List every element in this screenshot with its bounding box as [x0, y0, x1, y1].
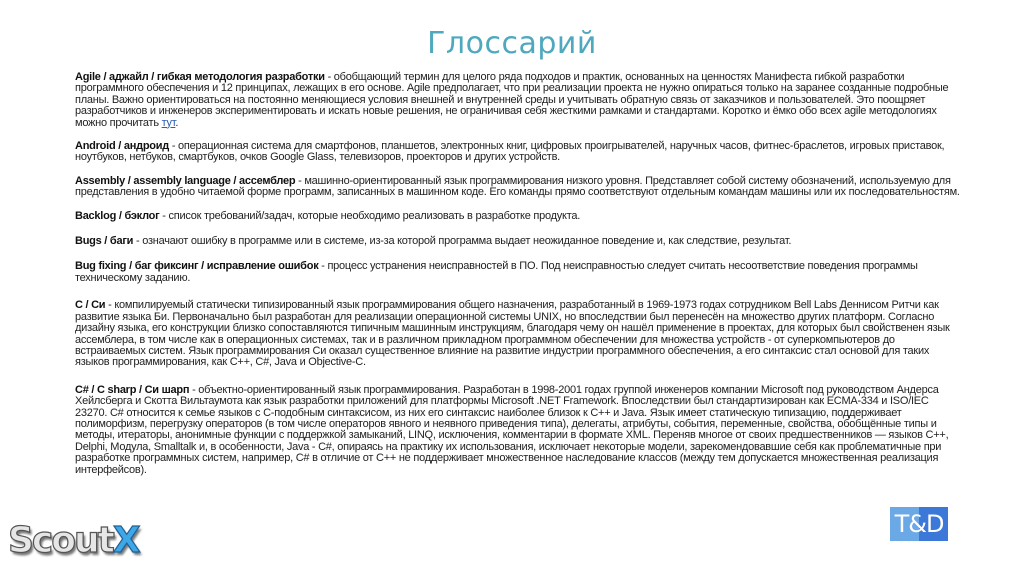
entry-text: - машинно-ориентированный язык программирования низкого уровня. Представляет собой систему обозначений, используемую для представления в удобно читаемой форме программ, записанных в машинном коде. Его команды прямо соответствуют отдельным командам машины или их последовательностям. [75, 174, 960, 199]
entry-term: Assembly / assembly language / ассемблер [75, 174, 296, 187]
glossary-entry-backlog [75, 211, 960, 222]
glossary-body [75, 72, 960, 488]
scoutx-logo-main: Scout [8, 520, 113, 561]
entry-term: Agile / аджайл / гибкая методология разработки [75, 71, 325, 83]
entry-text: - список требований/задач, которые необходимо реализовать в разработке продукта. [159, 209, 581, 222]
entry-text: - означают ошибку в программе или в системе, из-за которой программа выдает неожиданное поведение и, как следствие, результат. [133, 235, 792, 248]
glossary-entry-android [75, 141, 960, 164]
glossary-entry-assembly [75, 176, 960, 199]
td-logo: T&D [890, 507, 948, 541]
glossary-entry-bugs [75, 236, 960, 247]
entry-text: - операционная система для смартфонов, планшетов, электронных книг, цифровых проигрывателей, наручных часов, фитнес-браслетов, игровых приставок, ноутбуков, нетбуков, смартбуков, очков Google Glass, телевизоров, проекторов и других устройств. [75, 140, 945, 164]
entry-term: Bug fixing / баг фиксинг / исправление ошибок [75, 260, 319, 273]
entry-term: C / Си [75, 299, 106, 312]
glossary-entry-agile [75, 72, 960, 129]
glossary-entry-csharp [75, 385, 960, 476]
entry-term: C# / C sharp / Си шарп [75, 383, 190, 396]
scoutx-logo [8, 520, 139, 561]
glossary-entry-c [75, 300, 960, 368]
entry-text-end: . [175, 116, 179, 129]
scoutx-logo-x: X [112, 520, 139, 561]
entry-text: - компилируемый статически типизированный язык программирования общего назначения, разработанный в 1969-1973 годах сотрудником Bell Labs Деннисом Ритчи как развитие языка Би. Первоначально был разработан для реализации операционной системы UNIX, но впоследствии был перенесён на множество других платформ. Согласно дизайну языка, его конструкции близко сопоставляются типичным машинным инструкциям, благодаря чему он нашёл применение в проектах, для которых был свойственен язык ассемблера, в том числе как в операционных системах, так и в различном прикладном программном обеспечении для множества устройств - от суперкомпьютеров до встраиваемых систем. Язык программирования Си оказал существенное влияние на развитие индустрии программного обеспечения, а его синтаксис стал основой для таких языков программирования, как C++, C#, Java и Objective-C. [75, 299, 950, 369]
entry-text: - объектно-ориентированный язык программирования. Разработан в 1998-2001 годах группой инженеров компании Microsoft под руководством Андерса Хейлсберга и Скотта Вильтаумота как язык разработки приложений для платформы Microsoft .NET Framework. Впоследствии был стандартизирован как ECMA-334 и ISO/IEC 23270. C# относится к семье языков с C-подобным синтаксисом, из них его синтаксис наиболее близок к C++ и Java. Язык имеет статическую типизацию, поддерживает полиморфизм, перегрузку операторов (в том числе операторов явного и неявного приведения типа), делегаты, атрибуты, события, переменные, свойства, обобщённые типы и методы, итераторы, анонимные функции с поддержкой замыканий, LINQ, исключения, комментарии в формате XML. Переняв многое от своих предшественников — языков C++, Delphi, Модула, Smalltalk и, в особенности, Java - C#, опираясь на практику их использования, исключает некоторые модели, зарекомендовавшие себя как проблематичные при разработке программных систем, например, C# в отличие от C++ не поддерживает множественное наследование классов (между тем допускается множественная реализация интерфейсов). [75, 383, 949, 476]
entry-term: Android / андроид [75, 140, 170, 153]
agile-link[interactable]: тут [161, 116, 176, 129]
entry-term: Backlog / бэклог [75, 209, 160, 222]
page-title: Глоссарий [427, 26, 597, 61]
glossary-entry-bug-fixing [75, 261, 960, 284]
entry-text: - процесс устранения неисправностей в ПО. Под неисправностью следует считать несоответствие поведения программы техническому заданию. [75, 260, 918, 284]
entry-term: Bugs / баги [75, 235, 134, 248]
entry-text: - обобщающий термин для целого ряда подходов и практик, основанных на ценностях Манифеста гибкой разработки программного обеспечения и 12 принципах, лежащих в его основе. Agile предполагает, что при реализации проекта не нужно опираться только на заранее созданные подробные планы. Важно ориентироваться на постоянно меняющиеся условия внешней и внутренней среды и учитывать обратную связь от заказчиков и пользователей. Это поощряет разработчиков и инженеров экспериментировать и искать новые решения, не ограничивая себя жесткими рамками и стандартами. Коротко и ёмко обо всех agile методологиях можно прочитать [75, 71, 949, 129]
